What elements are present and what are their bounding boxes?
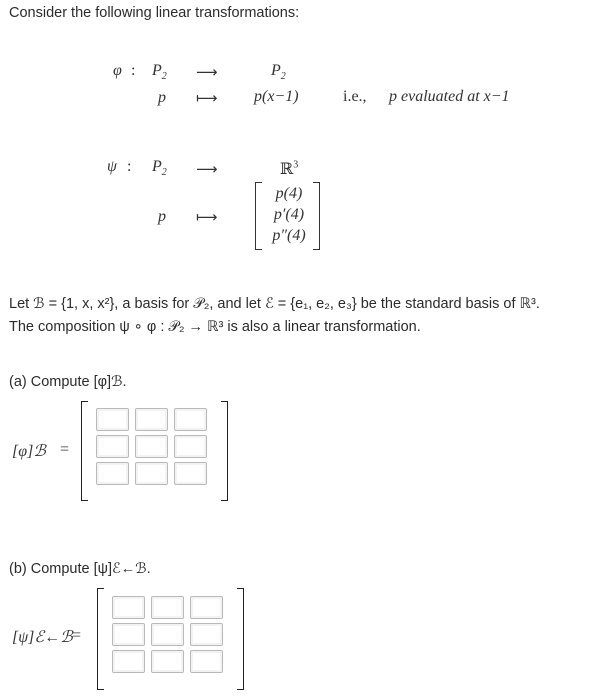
phi-arrow: ⟶	[196, 63, 218, 81]
phi-input: p	[158, 89, 166, 106]
part-a-cell-1-3[interactable]	[174, 408, 207, 431]
psi-colon: :	[127, 158, 132, 175]
part-a-cell-3-1[interactable]	[96, 462, 129, 485]
phi-colon: :	[131, 62, 136, 79]
psi-symbol: ψ	[107, 158, 117, 175]
part-b-cell-1-2[interactable]	[151, 596, 184, 619]
phi-domain: $P_2$	[152, 62, 167, 83]
part-b-cell-2-2[interactable]	[151, 623, 184, 646]
psi-codomain: ℝ$^3$	[280, 159, 299, 178]
part-b-prompt: (b) Compute [ψ]ℰ←ℬ.	[9, 561, 151, 577]
part-b-cell-2-1[interactable]	[112, 623, 145, 646]
psi-mapsto: ⟼	[196, 208, 218, 226]
part-a-matrix	[96, 408, 210, 485]
part-a-right-bracket	[221, 401, 228, 501]
part-a-cell-2-1[interactable]	[96, 435, 129, 458]
basis-text-line-1: Let ℬ = {1, x, x²}, a basis for 𝒫₂, and let ℰ = {e₁, e₂, e₃} be the standard basis of ℝ³.	[9, 296, 540, 312]
psi-vector-right-bracket	[313, 182, 320, 250]
phi-codomain: $P_2$	[271, 62, 286, 83]
part-b-cell-3-3[interactable]	[190, 650, 223, 673]
part-a-left-bracket	[81, 401, 88, 501]
part-a-cell-1-1[interactable]	[96, 408, 129, 431]
phi-symbol: φ	[113, 62, 122, 79]
phi-mapsto: ⟼	[196, 89, 218, 107]
psi-vector-entry-2: p′(4)	[273, 206, 305, 223]
psi-vector	[266, 183, 312, 246]
part-a-equals: =	[60, 441, 70, 458]
psi-domain: $P_2$	[152, 158, 167, 179]
psi-input: p	[158, 208, 166, 225]
phi-ie: i.e.,	[343, 88, 367, 105]
psi-vector-entry-1: p(4)	[275, 185, 303, 202]
basis-text-line-2: The composition ψ ∘ φ : 𝒫₂ → ℝ³ is also a linear transformation.	[9, 319, 421, 335]
part-b-cell-2-3[interactable]	[190, 623, 223, 646]
phi-output: p(x−1)	[254, 88, 299, 105]
part-a-cell-3-2[interactable]	[135, 462, 168, 485]
part-b-cell-1-3[interactable]	[190, 596, 223, 619]
part-a-cell-2-2[interactable]	[135, 435, 168, 458]
phi-ie-text: p evaluated at x−1	[389, 88, 510, 105]
part-a-cell-1-2[interactable]	[135, 408, 168, 431]
part-a-lhs: [φ]ℬ	[12, 443, 46, 460]
psi-arrow: ⟶	[196, 160, 218, 178]
part-b-cell-1-1[interactable]	[112, 596, 145, 619]
part-b-right-bracket	[237, 588, 244, 690]
part-b-left-bracket	[97, 588, 104, 690]
part-b-cell-3-2[interactable]	[151, 650, 184, 673]
intro-text: Consider the following linear transformations:	[9, 5, 300, 21]
psi-vector-entry-3: p″(4)	[272, 227, 306, 244]
part-a-cell-2-3[interactable]	[174, 435, 207, 458]
part-b-equals: =	[72, 627, 82, 644]
part-b-cell-3-1[interactable]	[112, 650, 145, 673]
part-a-cell-3-3[interactable]	[174, 462, 207, 485]
part-a-prompt: (a) Compute [φ]ℬ.	[9, 374, 127, 390]
part-b-lhs: [ψ]ℰ←ℬ	[12, 629, 73, 646]
part-b-matrix	[112, 596, 226, 673]
psi-vector-left-bracket	[255, 182, 262, 250]
